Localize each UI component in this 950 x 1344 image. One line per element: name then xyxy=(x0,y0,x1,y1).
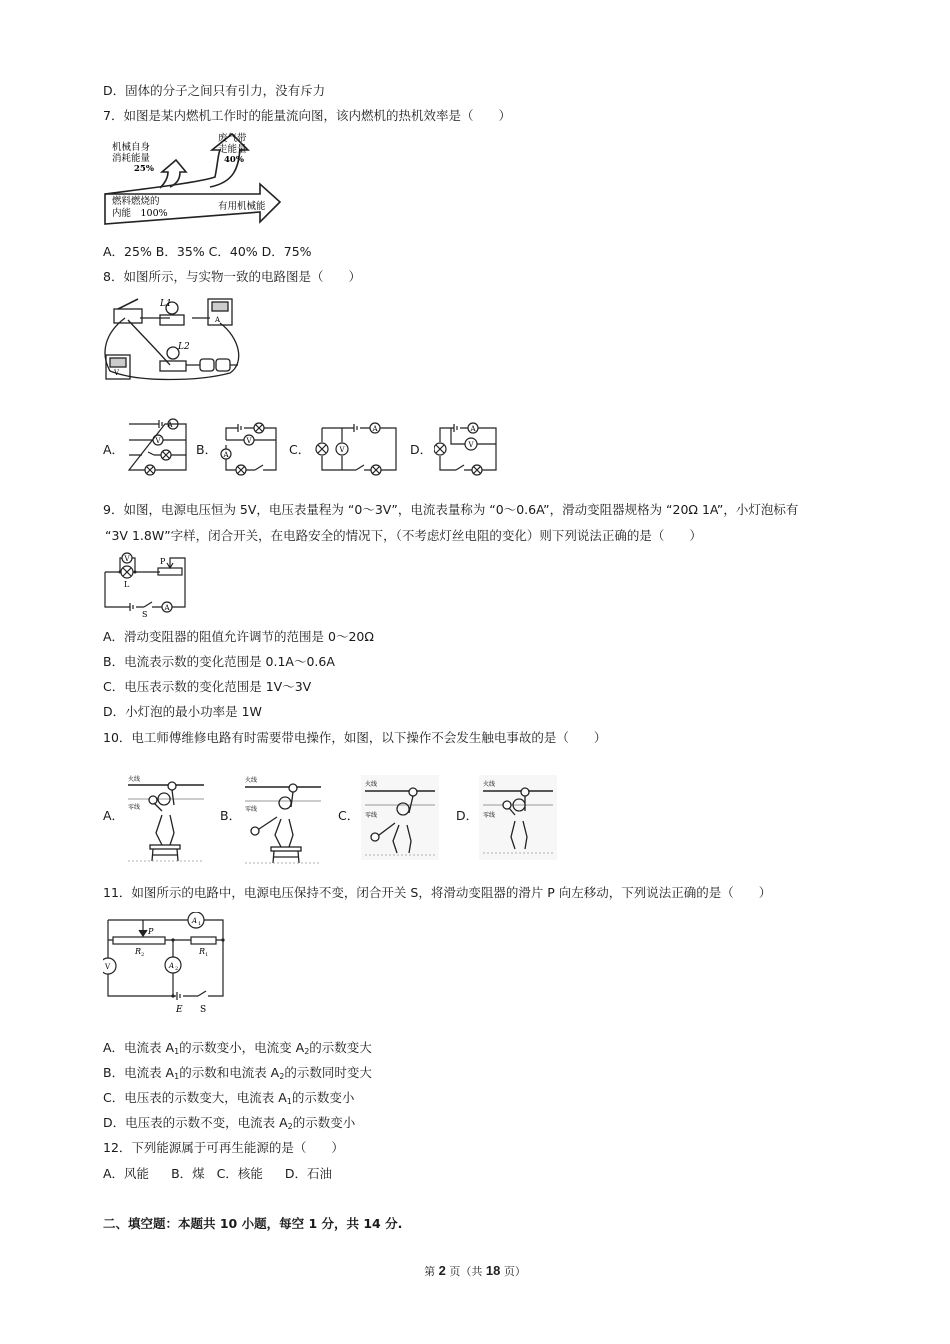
q10-stem: 10．电工师傅维修电路有时需要带电操作，如图，以下操作不会发生触电事故的是（ ） xyxy=(103,730,607,745)
q11-source-label: E xyxy=(176,1005,183,1015)
a-voltmeter: V xyxy=(155,437,161,445)
q12-option-b[interactable]: B．煤 xyxy=(171,1166,205,1181)
current-page: 2 xyxy=(438,1263,446,1278)
neutral-wire-label: 零线 xyxy=(245,806,258,813)
battery-1 xyxy=(200,359,214,371)
q11-a2-label: A xyxy=(169,962,175,970)
q7-stem: 7．如图是某内燃机工作时的能量流向图，该内燃机的热机效率是（ ） xyxy=(103,108,511,123)
c-ammeter: A xyxy=(372,425,378,433)
q6-option-d: D．固体的分子之间只有引力，没有斥力 xyxy=(103,83,326,98)
b-voltmeter: V xyxy=(246,437,252,445)
mech-loss-label-2: 消耗能量 xyxy=(112,153,151,164)
voltmeter-label: V xyxy=(114,369,120,377)
mech-loss-pct: 25% xyxy=(134,164,154,174)
exhaust-label-1: 废气带 xyxy=(218,133,247,144)
q11-option-b[interactable]: B．电流表 $A_1$的示数和电流表 $A_2$的示数同时变大 xyxy=(103,1065,372,1081)
q11-switch-label: S xyxy=(200,1005,207,1015)
b-ammeter: A xyxy=(223,451,229,459)
q9-stem-line2: “3V 1.8W”字样，闭合开关，在电路安全的情况下，（不考虑灯丝电阻的变化）则下列说法正确的是（ ） xyxy=(105,528,702,543)
q8-physical-circuit-figure xyxy=(100,293,245,383)
mech-loss-label-1: 机械自身 xyxy=(112,142,151,153)
q9-circuit-figure xyxy=(100,550,190,618)
q11-circuit-figure xyxy=(103,912,228,1020)
q11-a1-label: A xyxy=(192,917,198,925)
q9-option-b[interactable]: B．电流表示数的变化范围是 0.1A～0.6A xyxy=(103,654,335,669)
useful-label: 有用机械能 xyxy=(218,201,266,212)
q10-option-a-figure[interactable] xyxy=(126,773,206,865)
d-voltmeter: V xyxy=(468,441,474,449)
person-icon xyxy=(149,782,176,845)
q11-r1-label: R xyxy=(199,947,206,956)
q9-switch-label: S xyxy=(142,610,148,618)
neutral-wire-label: 零线 xyxy=(483,812,496,819)
stool-icon xyxy=(150,845,180,861)
live-wire-label: 火线 xyxy=(245,777,258,784)
q9-option-a[interactable]: A．滑动变阻器的阻值允许调节的范围是 0～20Ω xyxy=(103,629,374,644)
q8-option-d-label[interactable]: D． xyxy=(410,442,433,457)
live-wire-label: 火线 xyxy=(128,776,141,783)
q11-option-c[interactable]: C．电压表的示数变大，电流表 $A_1$的示数变小 xyxy=(103,1090,355,1106)
q10-option-d-label[interactable]: D． xyxy=(456,808,479,823)
switch-lever xyxy=(118,299,138,309)
q12-option-c[interactable]: C．核能 xyxy=(216,1166,263,1181)
bulb-l2-base xyxy=(160,361,186,371)
q10-option-a-label[interactable]: A． xyxy=(103,808,125,823)
c-voltmeter: V xyxy=(339,446,345,454)
q8-option-d-circuit[interactable] xyxy=(434,420,502,478)
q11-r2-label: R xyxy=(135,947,142,956)
q11-option-a[interactable]: A．电流表 $A_1$的示数变小，电流变 $A_2$的示数变大 xyxy=(103,1040,372,1056)
l2-label: L2 xyxy=(178,342,190,352)
q11-voltmeter-label: V xyxy=(105,963,111,971)
q7-energy-flow-figure xyxy=(100,132,285,230)
q10-option-d-figure[interactable] xyxy=(479,775,557,860)
q8-option-a-label[interactable]: A． xyxy=(103,442,125,457)
battery-2 xyxy=(216,359,230,371)
live-wire-label: 火线 xyxy=(483,781,496,788)
q8-option-b-circuit[interactable] xyxy=(218,418,280,476)
q11-a1-sub: 1 xyxy=(198,921,202,927)
q10-option-b-label[interactable]: B． xyxy=(220,808,242,823)
q8-option-a-circuit[interactable] xyxy=(126,418,188,476)
q8-option-c-circuit[interactable] xyxy=(314,420,399,476)
q12-option-a[interactable]: A．风能 xyxy=(103,1166,150,1181)
q10-option-c-label[interactable]: C． xyxy=(338,808,360,823)
neutral-wire-label: 零线 xyxy=(128,804,141,811)
q11-slider-label: P xyxy=(148,927,154,936)
q11-stem: 11．如图所示的电路中，电源电压保持不变，闭合开关 S，将滑动变阻器的滑片 P 向左移动，下列说法正确的是（ ） xyxy=(103,885,772,900)
exhaust-pct: 40% xyxy=(224,155,244,165)
a-ammeter: A xyxy=(167,421,173,429)
fuel-label-1: 燃料燃烧的 xyxy=(112,196,160,207)
q9-ammeter-label: A xyxy=(164,604,170,612)
q9-lamp-label: L xyxy=(124,580,130,589)
q12-option-d[interactable]: D．石油 xyxy=(284,1166,333,1181)
bulb-l1-base xyxy=(160,315,184,325)
q8-option-b-label[interactable]: B． xyxy=(196,442,218,457)
live-wire-label: 火线 xyxy=(365,781,378,788)
l1-label: L1 xyxy=(160,299,172,309)
total-pages: 18 xyxy=(485,1263,501,1278)
ammeter-label: A xyxy=(215,316,221,324)
q12-stem: 12．下列能源属于可再生能源的是（ ） xyxy=(103,1140,344,1155)
q10-option-c-figure[interactable] xyxy=(361,775,439,860)
person-icon xyxy=(251,784,297,847)
page-footer: 第 2 页（共 18 页） xyxy=(424,1263,526,1278)
q12-options xyxy=(103,1165,332,1183)
stool-icon xyxy=(271,847,301,863)
q8-option-c-label[interactable]: C． xyxy=(289,442,311,457)
q10-option-b-figure[interactable] xyxy=(243,773,323,865)
exhaust-label-2: 走能量 xyxy=(218,144,247,155)
q7-options: A．25% B．35% C．40% D．75% xyxy=(103,244,312,259)
section2-title: 二、填空题：本题共 10 小题，每空 1 分，共 14 分. xyxy=(103,1216,403,1231)
fuel-label-2: 内能 100% xyxy=(112,208,168,219)
q8-stem: 8．如图所示，与实物一致的电路图是（ ） xyxy=(103,269,361,284)
q11-r2-sub: 2 xyxy=(141,952,145,958)
q9-slider-label: P xyxy=(160,557,166,566)
d-ammeter: A xyxy=(470,425,476,433)
q11-option-d[interactable]: D．电压表的示数不变，电流表 $A_2$的示数变小 xyxy=(103,1115,356,1131)
q9-option-c[interactable]: C．电压表示数的变化范围是 1V～3V xyxy=(103,679,312,694)
q9-voltmeter-label: V xyxy=(124,555,130,563)
q9-option-d[interactable]: D．小灯泡的最小功率是 1W xyxy=(103,704,262,719)
q11-r1-sub: 1 xyxy=(205,952,209,958)
neutral-wire-label: 零线 xyxy=(365,812,378,819)
q11-a2-sub: 2 xyxy=(175,966,179,972)
q9-stem-line1: 9．如图，电源电压恒为 5V，电压表量程为 “0～3V”，电流表量称为 “0～0.6A”，滑动变阻器规格为 “20Ω 1A”，小灯泡标有 xyxy=(103,502,799,517)
